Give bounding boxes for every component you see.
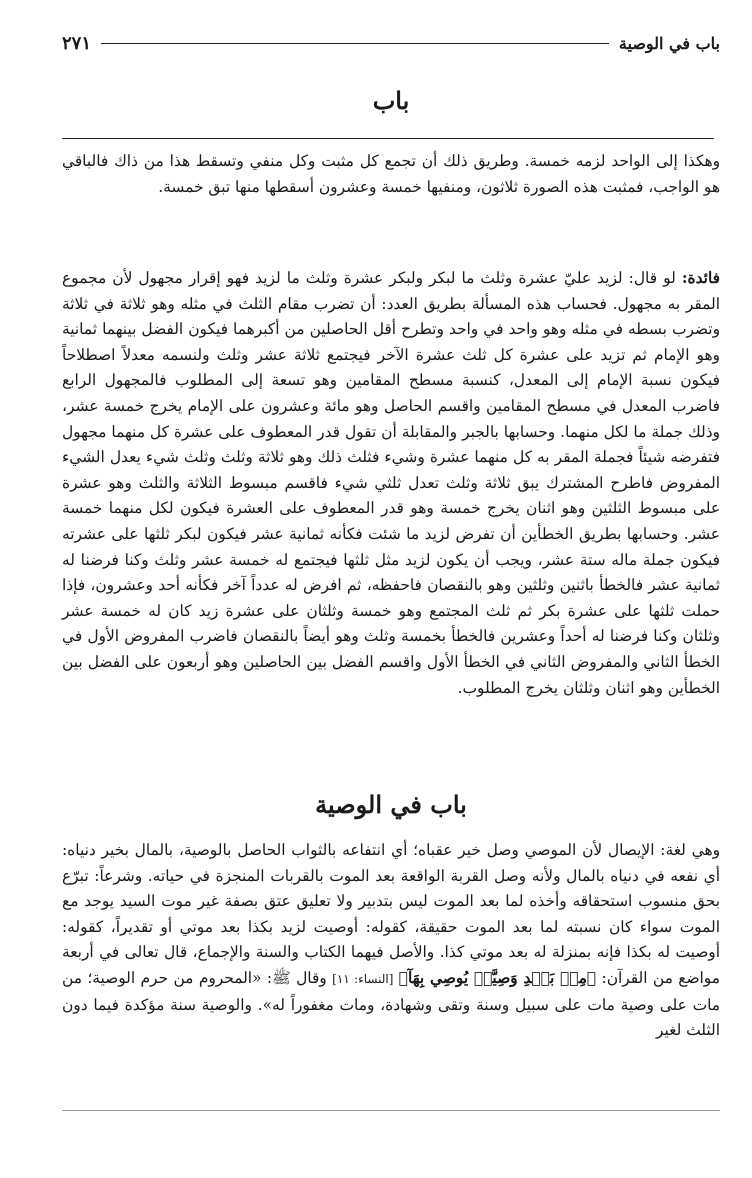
page-bottom-edge (62, 1110, 720, 1111)
page-number: ٢٧١ (62, 32, 92, 54)
header-rule (101, 43, 609, 44)
running-title: باب في الوصية (618, 33, 720, 53)
section-title-bab: باب (372, 86, 410, 115)
section-divider (62, 138, 714, 139)
book-page (62, 20, 720, 1120)
wasiyya-definition: وهي لغة: الإيصال لأن الموصي وصل خير عقباه؛ أي انتفاعه بالثواب الحاصل بالوصية، بالمال بخير دنياه: أي نفعه في دنياه بالمال ولأنه وصل القربة الواقعة بعد الموت بالقربات المنجزة في حياته. وشرعاً: تبرّع بحق منسوب استحقاقه وأخذه لما بعد الموت ليس بتدبير ولا تعليق عتق بصفة غير موت السيد يوجد مع الموت سواء كان نسبته لما بعد الموت حقيقة، كقوله: أوصيت لزيد بكذا بعد موتي أو تقديراً، كقوله: أوصيت له بكذا فإنه بمنزلة له بعد موتي كذا. والأصل فيهما الكتاب والسنة والإجماع، قال تعالى في أربعة مواضع من القرآن: (62, 841, 721, 987)
faida-body: لو قال: لزيد عليّ عشرة وثلث ما لبكر ولبكر عشرة وثلث ما لزيد فهو إقرار مجهول لأن مجموع المقر به مجهول. فحساب هذه المسألة بطريق العدد: أن تضرب مقام الثلث في مثله وهو ثلاثة في ثلاثة وتضرب بسطه في مثله وهو واحد في واحد وتطرح أقل الحاصلين من أكبرهما فيكون الفضل بينهما ثمانية وهو الإمام ثم تزيد على عشرة كل ثلث عشرة الآخر فيجتمع ثلاثة عشر وثلث ولنسمه معدلاً اصطلاحاً فيكون نسبة الإمام إلى المعدل، كنسبة مسطح المقامين وهو تسعة إلى المطلوب فالمجهول الرابع فاضرب المعدل في مسطح المقامين واقسم الحاصل وهو مائة وعشرون على الإمام يخرج خمسة عشر، وذلك جملة ما لكل منهما. وحسابها بالجبر والمقابلة أن تقول قدر المعطوف على عشرة كل منهما مجهول فتفرضه شيئاً فجملة المقر به كل منهما عشرة وشيء فثلث ذلك وهو ثلاثة وثلث وثلث شيء يعدل الشيء المفروض فاطرح المشترك يبق ثلاثة وثلث تعدل ثلثي شيء فاقسم مبسوط الثلاثة والثلث وهو عشرة على مبسوط الثلثين وهو اثنان يخرج خمسة وهو قدر المعطوف على العشرة فيكون لكل منهما خمسة عشر. وحسابها بطريق الخطأين أن تفرض لزيد ما شئت فكأنه ثمانية عشر فيكون لبكر ثلثها على عشرته فيكون جملة ماله ستة عشر، ويجب أن يكون لزيد مثل ثلثها فيجتمع له خمسة عشر وثلث وكنا فرضنا له ثمانية عشر فالخطأ باثنين وثلثين وهو بالنقصان فاحفظه، ثم افرض له عدداً آخر فكأنه أحد وعشرون، فإذا حملت ثلثها على عشرة بكر ثم ثلث المجتمع وهو خمسة وثلثان على عشرة زيد كان له خمسة عشر وثلثان وكنا فرضنا له أحداً وعشرين فالخطأ بخمسة وثلث وهو أيضاً بالنقصان فاضرب المفروض الأول في الخطأ الثاني والمفروض الثاني في الخطأ الأول واقسم الفضل بين الحاصلين وهو أربعون على الفضل بين الخطأين وهو اثنان وثلثان يخرج المطلوب. (62, 269, 720, 697)
paragraph-faida (62, 266, 720, 701)
verse-citation: [النساء: ١١] (332, 971, 394, 986)
quran-verse: ﴿مِنۢ بَعۡدِ وَصِيَّةٖ يُوصِي بِهَآ﴾ (398, 968, 597, 987)
faida-label: فائدة: (681, 269, 720, 287)
running-header (62, 28, 720, 58)
hadith-text: وقال ﷺ: «المحروم من حرم الوصية؛ من مات على وصية مات على سبيل وسنة وتقى وشهادة، ومات مغفوراً له». والوصية سنة مؤكدة فيما دون الثلث لغير (62, 968, 720, 1040)
paragraph-wasiyya (62, 838, 720, 1044)
section-title-wasiyya: باب في الوصية (315, 790, 467, 819)
paragraph-continuation: وهكذا إلى الواحد لزمه خمسة. وطريق ذلك أن تجمع كل مثبت وكل منفي وتسقط هذا من ذاك فالباقي هو الواجب، فمثبت هذه الصورة ثلاثون، ومنفيها خمسة وعشرون أسقطها منها تبق خمسة. (62, 152, 720, 196)
